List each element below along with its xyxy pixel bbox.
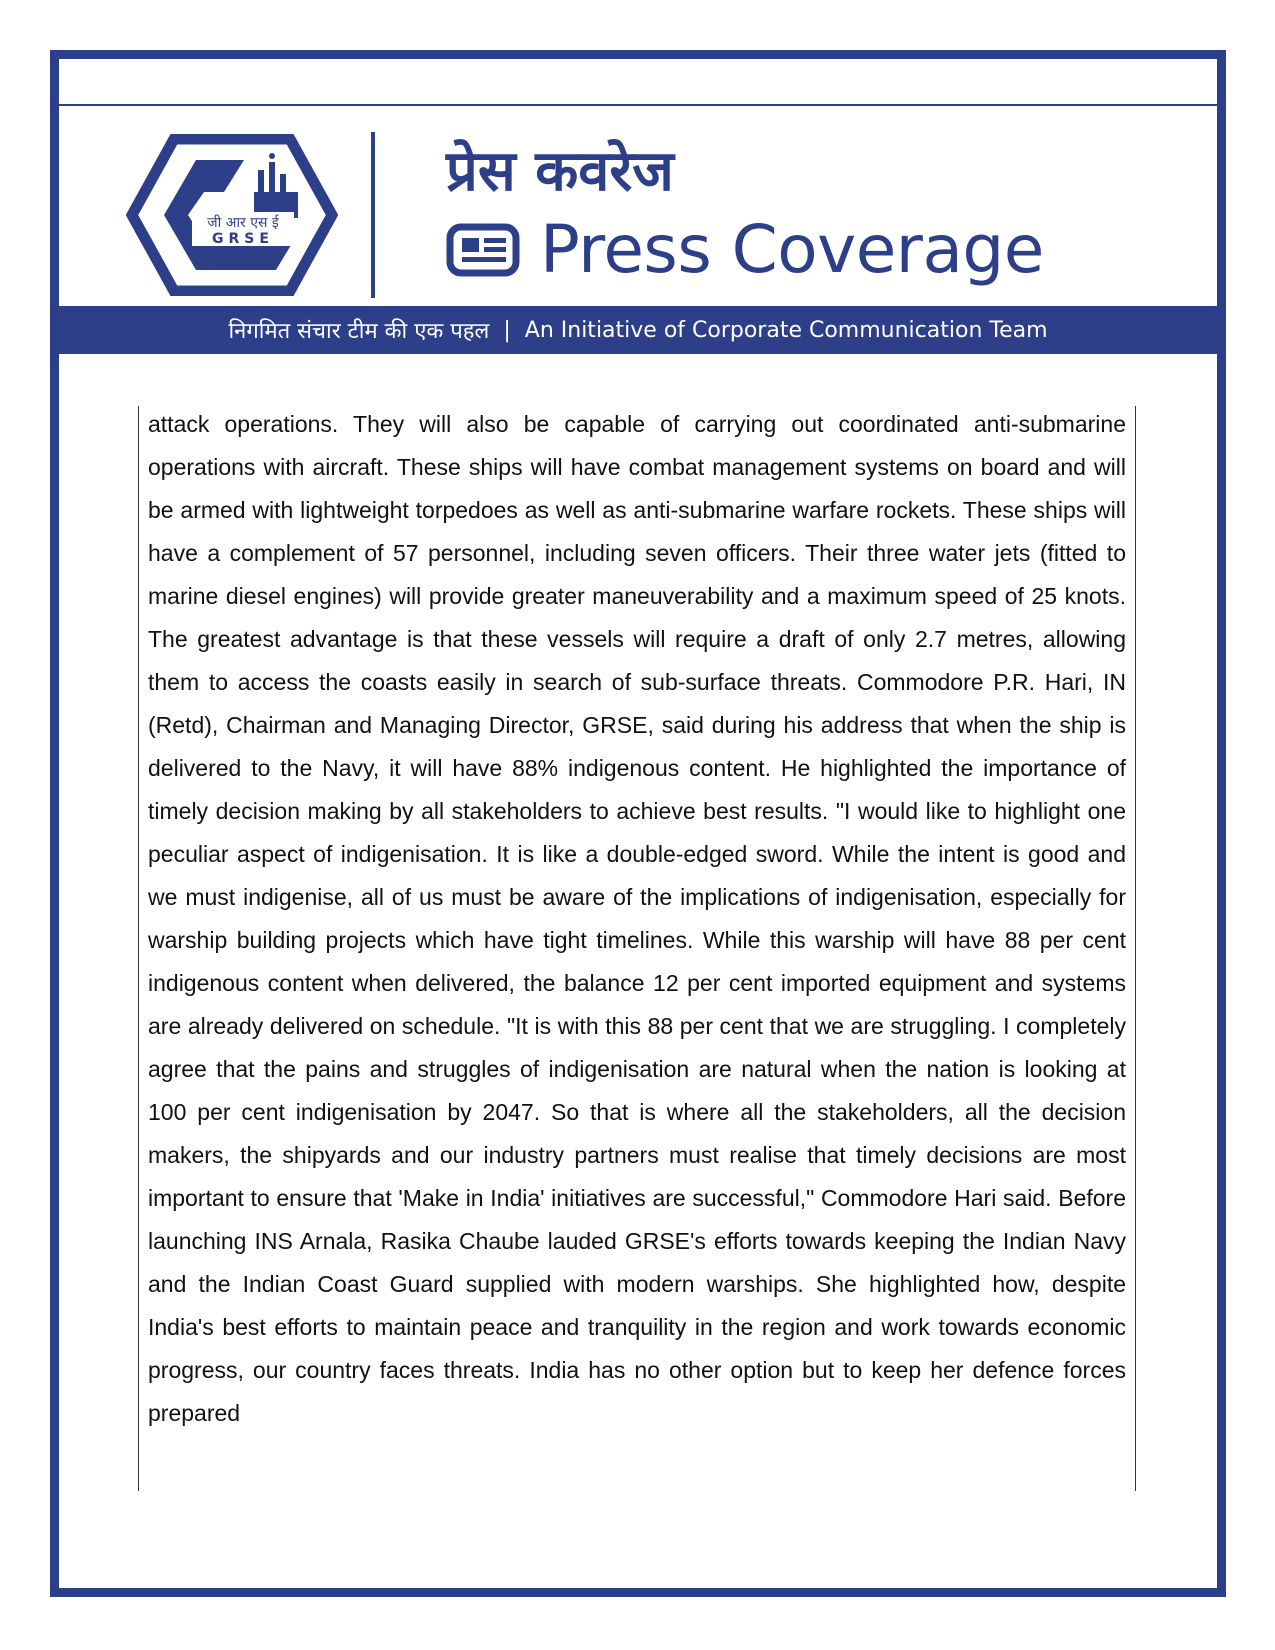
grse-hexagon-logo xyxy=(126,134,338,296)
banner-hindi: निगमित संचार टीम की एक पहल xyxy=(228,319,490,344)
article-body: attack operations. They will also be capable of carrying out coordinated anti-submarine operations with aircraft. These ships will have combat management systems on board and will be armed with lightweight torpedoes as well as anti-submarine warfare rockets. These ships will have a complement of 57 personnel, including seven officers. Their three water jets (fitted to marine diesel engines) will provide greater maneuverability and a maximum speed of 25 knots. The greatest advantage is that these vessels will require a draft of only 2.7 metres, allowing them to access the coasts easily in search of sub-surface threats. Commodore P.R. Hari, IN (Retd), Chairman and Managing Director, GRSE, said during his address that when the ship is delivered to the Navy, it will have 88% indigenous content. He highlighted the importance of timely decision making by all stakeholders to achieve best results. "I would like to highlight one peculiar aspect of indigenisation. It is like a double-edged sword. While the intent is good and we must indigenise, all of us must be aware of the implications of indigenisation, especially for warship building projects which have tight timelines. While this warship will have 88 per cent indigenous content when delivered, the balance 12 per cent imported equipment and systems are already delivered on schedule. "It is with this 88 per cent that we are struggling. I completely agree that the pains and struggles of indigenisation are natural when the nation is looking at 100 per cent indigenisation by 2047. So that is where all the stakeholders, all the decision makers, the shipyards and our industry partners must realise that timely decisions are most important to ensure that 'Make in India' initiatives are successful," Commodore Hari said. Before launching INS Arnala, Rasika Chaube lauded GRSE's efforts towards keeping the Indian Navy and the Indian Coast Guard supplied with modern warships. She highlighted how, despite India's best efforts to maintain peace and tranquility in the region and work towards economic progress, our country faces threats. India has no other option but to keep her defence forces prepared xyxy=(148,411,1126,1426)
initiative-banner xyxy=(52,306,1224,354)
top-rule xyxy=(58,104,1218,106)
newspaper-icon xyxy=(446,223,522,278)
banner-separator: | xyxy=(503,317,511,343)
header-divider xyxy=(371,132,375,298)
logo-hindi-text: जी आर एस ई xyxy=(207,215,279,231)
title-hindi: प्रेस कवरेज xyxy=(446,139,674,204)
banner-english: An Initiative of Corporate Communication Team xyxy=(524,317,1048,343)
title-english: Press Coverage xyxy=(540,211,1044,288)
logo-text: GRSE xyxy=(212,231,274,247)
